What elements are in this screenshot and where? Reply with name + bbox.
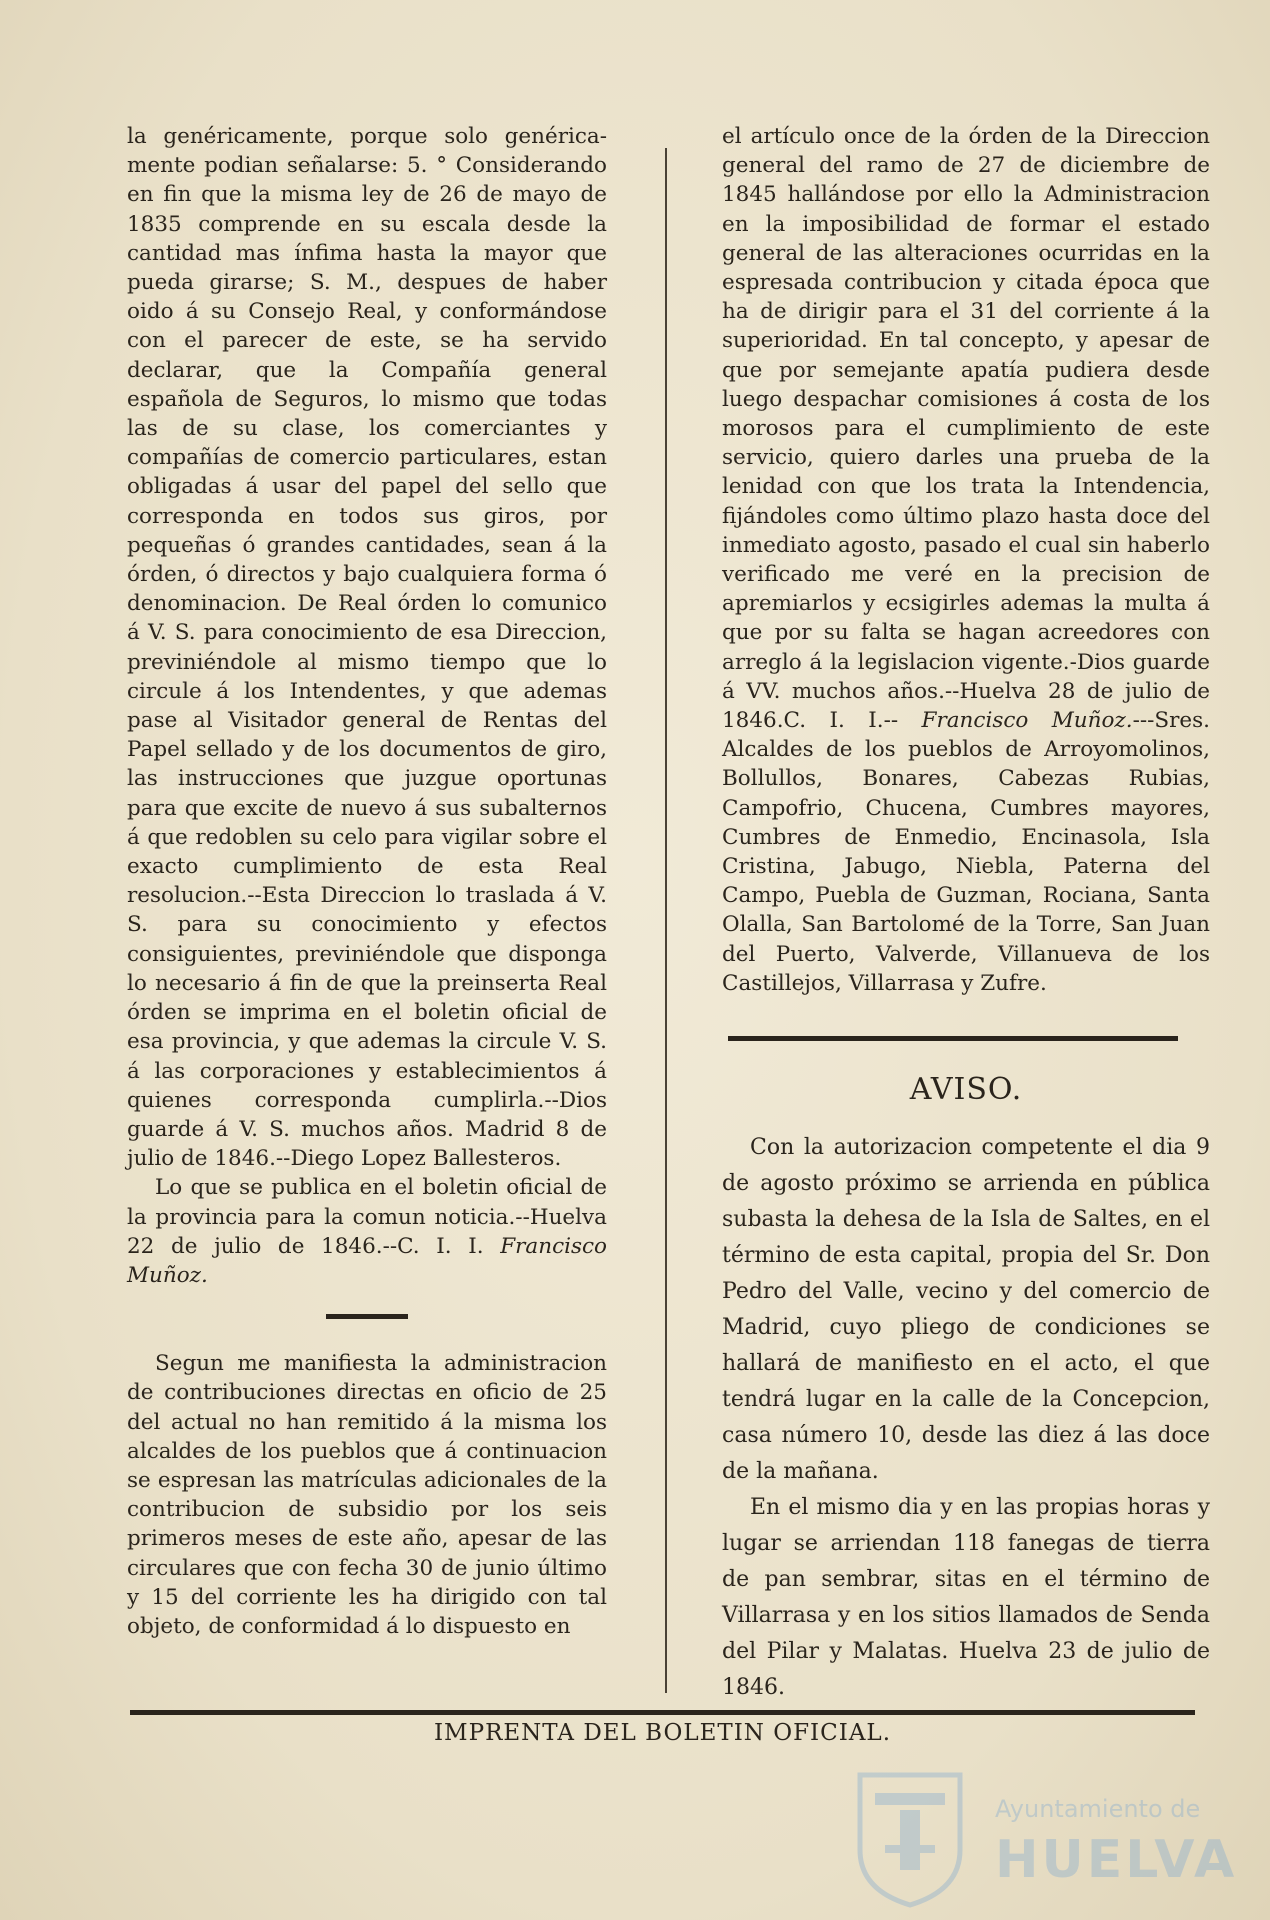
left-paragraph-3: Segun me manifiesta la administracion de contribuciones directas en oficio de 25 del actual no han remitido á la misma los alcaldes de los pueblos que á continuacion se espresan las matrículas adicionales de la contribucion de subsidio por los seis primeros meses de este año, apesar de las circulares que con fecha 30 de junio último y 15 del corriente les ha dirigido con tal objeto, de conformidad á lo dispuesto en xyxy=(127,1351,607,1639)
watermark-line-2: HUELVA xyxy=(995,1830,1238,1890)
right-paragraph-1-text: el artículo once de la órden de la Direccion general del ramo de 27 de diciembre de 1845 hallándose por ello la Administracion en la imposibilidad de formar el estado general de las alteraciones ocurridas en la espresada contribucion y citada época que ha de dirigir para el 31 del corriente á la superioridad. En tal concepto, y apesar de que por semejante apatía pudiera desde luego despachar comisiones á costa de los morosos para el cumplimiento de este servicio, quiero darles una prueba de la lenidad con que los trata la Intendencia, fijándoles como último plazo hasta doce del inmediato agosto, pasado el cual sin haberlo verificado me veré en la precision de apremiarlos y ecsigirles ademas la multa á que por su falta se hagan acreedores con arreglo á la legislacion vigente.-Dios guarde á VV. muchos años.--Huelva 28 de julio de 1846.C. I. I.-- xyxy=(722,124,1210,734)
footer-rule xyxy=(130,1710,1195,1715)
imprint-line: IMPRENTA DEL BOLETIN OFICIAL. xyxy=(433,1720,892,1746)
aviso-paragraph-2: En el mismo dia y en las propias horas y lugar se arriendan 118 fanegas de tierra de pan sembrar, sitas en el término de Villarrasa y en los sitios llamados de Senda del Pilar y Malatas. Huelva 23 de julio de 1846. xyxy=(722,1495,1210,1701)
watermark-line-1: Ayuntamiento de xyxy=(995,1795,1201,1823)
watermark xyxy=(850,1765,1238,1915)
right-paragraph-1-signature: Francisco Muñoz. xyxy=(921,708,1133,734)
section-divider xyxy=(326,1314,408,1319)
aviso-heading: AVISO. xyxy=(909,1072,1023,1108)
left-paragraph-2-signature: Francisco Muñoz. xyxy=(127,1233,607,1288)
left-paragraph-1: la genéricamente, porque solo genérica-mente podian señalarse: 5. ° Considerando en fin que la misma ley de 26 de mayo de 1835 comprende en su escala desde la cantidad mas ínfima hasta la mayor que pueda girarse; S. M., despues de haber oido á su Consejo Real, y conformándose con el parecer de este, se ha servido declarar, que la Compañía general española de Seguros, lo mismo que todas las de su clase, los comerciantes y compañías de comercio particulares, estan obligadas á usar del papel del sello que corresponda en todos sus giros, por pequeñas ó grandes cantidades, sean á la órden, ó directos y bajo cualquiera forma ó denominacion. De Real órden lo comunico á V. S. para conocimiento de esa Direccion, previniéndole al mismo tiempo que lo circule á los Intendentes, y que ademas pase al Visitador general de Rentas del Papel sellado y de los documentos de giro, las instrucciones que juzgue oportunas para que excite de nuevo á sus subalternos á que redoblen su celo para vigilar sobre el exacto cumplimiento de esta Real resolucion.--Esta Direccion lo traslada á V. S. para su conocimiento y efectos consiguientes, previniéndole que disponga lo necesario á fin de que la preinserta Real órden se imprima en el boletin oficial de esa provincia, y que ademas la circule V. S. á las corporaciones y establecimientos á quienes corresponda cumplirla.--Dios guarde á V. S. muchos años. Madrid 8 de julio de 1846.--Diego Lopez Ballesteros. xyxy=(127,124,607,1172)
aviso-paragraph-1: Con la autorizacion competente el dia 9 de agosto próximo se arrienda en pública subasta la dehesa de la Isla de Saltes, en el término de esta capital, propia del Sr. Don Pedro del Valle, vecino y del comercio de Madrid, cuyo pliego de condiciones se hallará de manifiesto en el acto, el que tendrá lugar en la calle de la Concepcion, casa número 10, desde las diez á las doce de la mañana. xyxy=(722,1135,1210,1485)
right-column xyxy=(722,122,1210,1706)
column-divider xyxy=(665,148,667,1693)
aviso-divider xyxy=(728,1036,1178,1041)
right-paragraph-1-recipients: ---Sres. Alcaldes de los pueblos de Arroyomolinos, Bollullos, Bonares, Cabezas Rubias, Campofrio, Chucena, Cumbres mayores, Cumbres de Enmedio, Encinasola, Isla Cristina, Jabugo, Niebla, Paterna del Campo, Puebla de Guzman, Rociana, Santa Olalla, San Bartolomé de la Torre, San Juan del Puerto, Valverde, Villanueva de los Castillejos, Villarrasa y Zufre. xyxy=(722,708,1210,996)
left-paragraph-2-text: Lo que se publica en el boletin oficial de la provincia para la comun noticia.--Huelva 22 de julio de 1846.--C. I. I. xyxy=(127,1175,607,1259)
coat-of-arms-icon xyxy=(850,1765,970,1910)
left-column xyxy=(127,122,607,1641)
right-paragraph-1 xyxy=(722,122,1210,998)
left-paragraph-2 xyxy=(127,1173,607,1290)
aviso-body xyxy=(722,1130,1210,1706)
